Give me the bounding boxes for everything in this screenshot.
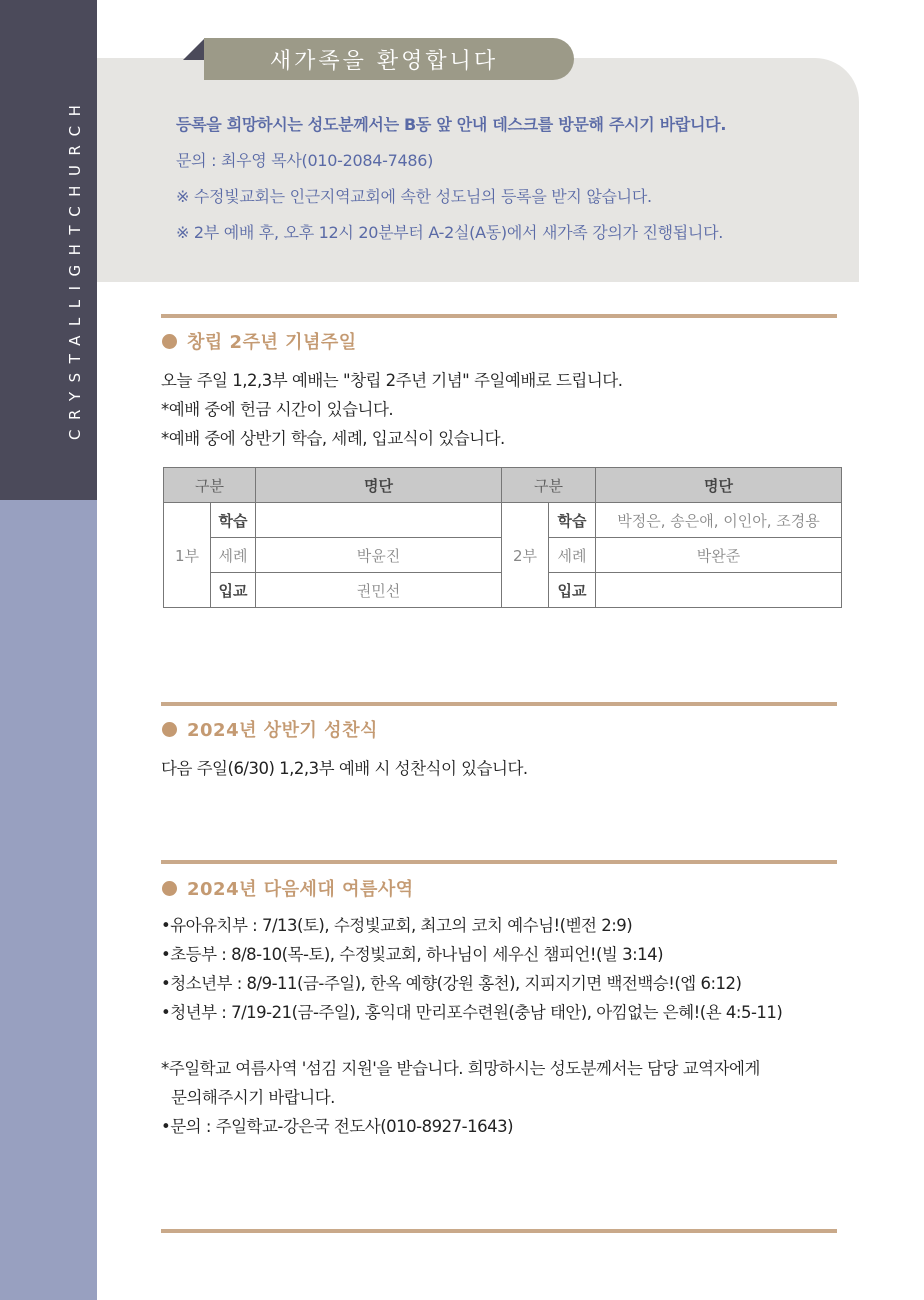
communion-line: 다음 주일(6/30) 1,2,3부 예배 시 성찬식이 있습니다. bbox=[161, 759, 528, 778]
table-row bbox=[164, 503, 842, 538]
summer-title-text: 2024년 다음세대 여름사역 bbox=[187, 879, 414, 900]
anniversary-line: *예배 중에 상반기 학습, 세례, 입교식이 있습니다. bbox=[161, 429, 505, 448]
type-cell: 세례 bbox=[549, 538, 596, 573]
names-cell: 권민선 bbox=[256, 573, 502, 608]
anniversary-title bbox=[162, 328, 357, 354]
names-cell: 박정은, 송은애, 이인아, 조경용 bbox=[596, 503, 842, 538]
summer-item: •초등부 : 8/8-10(목-토), 수정빛교회, 하나님이 세우신 챔피언!(빌 3:14) bbox=[161, 945, 664, 964]
service-cell: 2부 bbox=[502, 503, 549, 608]
table-header: 구분 bbox=[502, 468, 596, 503]
summer-title bbox=[162, 875, 414, 901]
table-header: 구분 bbox=[164, 468, 256, 503]
service-cell: 1부 bbox=[164, 503, 211, 608]
names-cell: 박윤진 bbox=[256, 538, 502, 573]
welcome-line: ※ 수정빛교회는 인근지역교회에 속한 성도님의 등록을 받지 않습니다. bbox=[176, 187, 652, 206]
welcome-line: 문의 : 최우영 목사(010-2084-7486) bbox=[176, 151, 434, 170]
bullet-dot-icon bbox=[162, 334, 177, 349]
names-cell bbox=[596, 573, 842, 608]
table-header: 명단 bbox=[596, 468, 842, 503]
summer-note: *주일학교 여름사역 '섬김 지원'을 받습니다. 희망하시는 성도분께서는 담당 교역자에게 bbox=[161, 1059, 760, 1078]
type-cell: 학습 bbox=[211, 503, 256, 538]
welcome-tab-corner bbox=[183, 38, 205, 60]
type-cell: 입교 bbox=[549, 573, 596, 608]
summer-item: •청소년부 : 8/9-11(금-주일), 한옥 예향(강원 홍천), 지피지기면 백전백승!(엡 6:12) bbox=[161, 974, 742, 993]
names-cell: 박완준 bbox=[596, 538, 842, 573]
anniversary-title-text: 창립 2주년 기념주일 bbox=[187, 332, 357, 353]
welcome-line: ※ 2부 예배 후, 오후 12시 20분부터 A-2실(A동)에서 새가족 강의가 진행됩니다. bbox=[176, 223, 724, 242]
section-divider bbox=[161, 860, 837, 864]
welcome-title: 새가족을 환영합니다 bbox=[204, 38, 574, 80]
anniversary-line: 오늘 주일 1,2,3부 예배는 "창립 2주년 기념" 주일예배로 드립니다. bbox=[161, 371, 623, 390]
summer-item: •유아유치부 : 7/13(토), 수정빛교회, 최고의 코치 예수님!(벧전 2:9) bbox=[161, 916, 633, 935]
type-cell: 입교 bbox=[211, 573, 256, 608]
summer-note: 문의해주시기 바랍니다. bbox=[171, 1088, 335, 1107]
sidebar-bottom-panel bbox=[0, 500, 97, 1300]
section-divider bbox=[161, 314, 837, 318]
sacrament-roster-table bbox=[163, 467, 842, 608]
bullet-dot-icon bbox=[162, 722, 177, 737]
sidebar-brand: CRYSTALLIGHTCHURCH bbox=[66, 95, 84, 440]
names-cell bbox=[256, 503, 502, 538]
communion-title-text: 2024년 상반기 성찬식 bbox=[187, 720, 378, 741]
bullet-dot-icon bbox=[162, 881, 177, 896]
summer-item: •청년부 : 7/19-21(금-주일), 홍익대 만리포수련원(충남 태안), 아낌없는 은혜!(욘 4:5-11) bbox=[161, 1003, 783, 1022]
table-header-row bbox=[164, 468, 842, 503]
summer-contact: •문의 : 주일학교-강은국 전도사(010-8927-1643) bbox=[161, 1117, 514, 1136]
anniversary-line: *예배 중에 헌금 시간이 있습니다. bbox=[161, 400, 394, 419]
welcome-line: 등록을 희망하시는 성도분께서는 B동 앞 안내 데스크를 방문해 주시기 바랍니다. bbox=[176, 115, 727, 134]
type-cell: 학습 bbox=[549, 503, 596, 538]
section-divider bbox=[161, 702, 837, 706]
table-header: 명단 bbox=[256, 468, 502, 503]
type-cell: 세례 bbox=[211, 538, 256, 573]
section-divider bbox=[161, 1229, 837, 1233]
communion-title bbox=[162, 716, 378, 742]
